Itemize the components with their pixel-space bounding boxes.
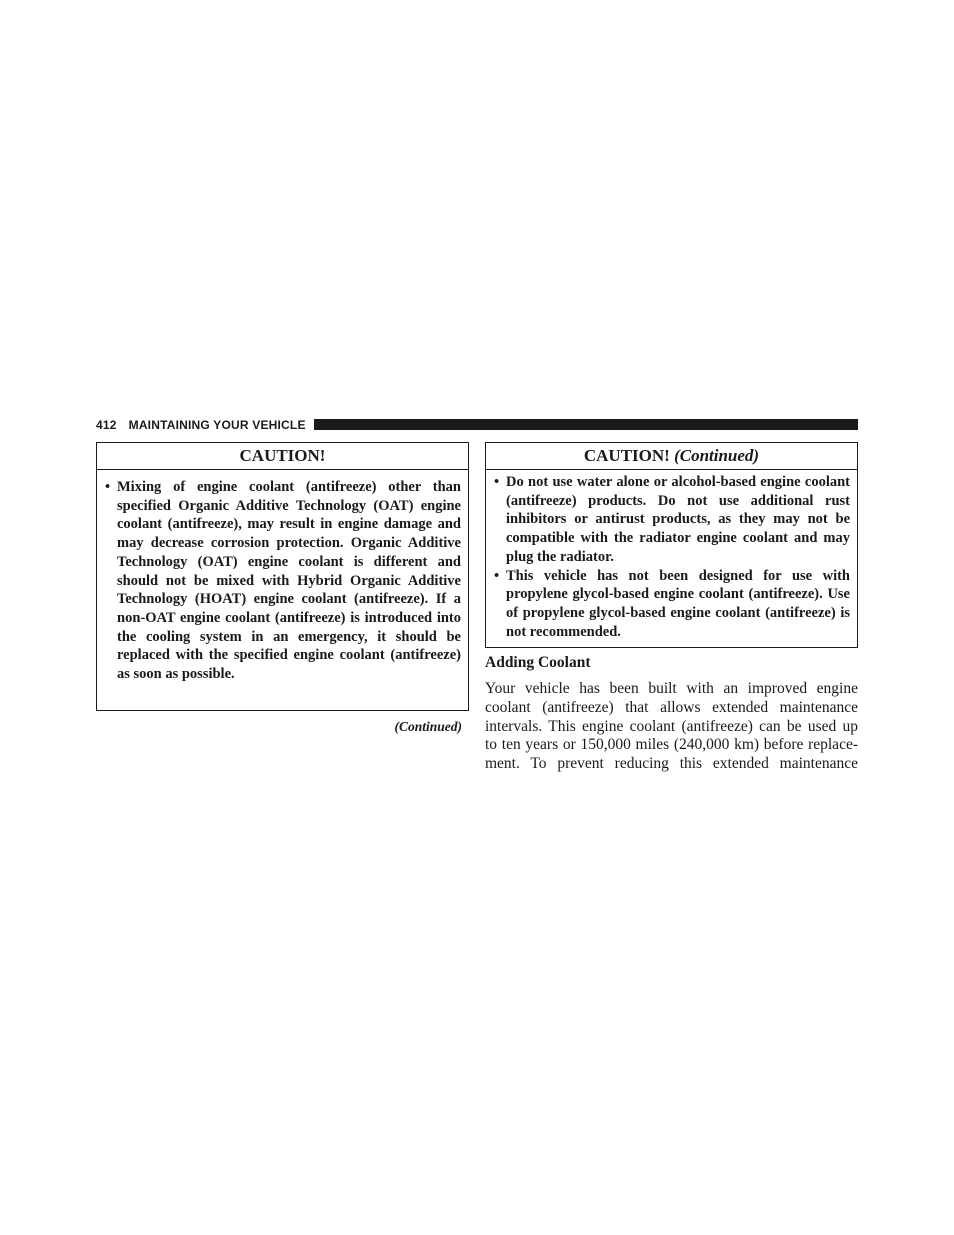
caution-title: CAUTION! xyxy=(97,443,468,470)
bullet-icon: • xyxy=(494,567,500,584)
page-number: 412 xyxy=(96,417,117,432)
caution-bullet xyxy=(494,473,850,567)
caution-title-suffix: (Continued) xyxy=(674,446,760,465)
caution-box-left xyxy=(96,442,469,711)
caution-bullet xyxy=(105,478,461,684)
bullet-icon: • xyxy=(494,474,500,490)
paragraph-line: to ten years or 150,000 miles (240,000 km) before replace- xyxy=(485,736,858,754)
paragraph-line: coolant (antifreeze) that allows extended maintenance xyxy=(485,698,858,716)
continued-label: (Continued) xyxy=(394,719,462,734)
header-rule xyxy=(314,419,858,430)
caution-bullet-text: Mixing of engine coolant (antifreeze) other than specified Organic Additive Technology (OAT) engine coolant (antifreeze), may result in engine damage and may decrease corrosion protection. Organic Additive Technology (OAT) engine coolant is different and should not be mixed with Hybrid Organic Additive Technology (HOAT) engine coolant (antifreeze). If a non-OAT engine coolant (antifreeze) is introduced into the cooling system in an emergency, it should be replaced with the specified engine coolant (antifreeze) as soon as possible. xyxy=(117,479,461,683)
adding-coolant-paragraph xyxy=(485,680,858,774)
section-title: MAINTAINING YOUR VEHICLE xyxy=(128,417,306,432)
paragraph-line: ment. To prevent reducing this extended maintenance xyxy=(485,755,858,773)
caution-bullet-text: Do not use water alone or alcohol-based engine coolant (antifreeze) products. Do not use additional rust inhibitors or antirust products, as they may not be compatible with the radiator engine coolant and may plug the radiator. xyxy=(506,474,850,565)
paragraph-line: Your vehicle has been built with an improved engine xyxy=(485,680,858,697)
caution-box-right xyxy=(485,442,858,648)
caution-bullet-text: This vehicle has not been designed for use with propylene glycol-based engine coolant (antifreeze). Use of propylene glycol-based engine coolant (antifreeze) is not recommended. xyxy=(506,567,850,640)
page-header xyxy=(96,417,858,432)
paragraph-line: intervals. This engine coolant (antifreeze) can be used up xyxy=(485,717,858,735)
adding-coolant-heading: Adding Coolant xyxy=(485,654,591,671)
caution-bullet xyxy=(494,567,850,642)
caution-body xyxy=(486,470,857,647)
bullet-icon: • xyxy=(105,479,111,495)
caution-body xyxy=(97,470,468,690)
caution-title-text: CAUTION! xyxy=(583,446,670,465)
caution-title-continued xyxy=(486,443,857,470)
